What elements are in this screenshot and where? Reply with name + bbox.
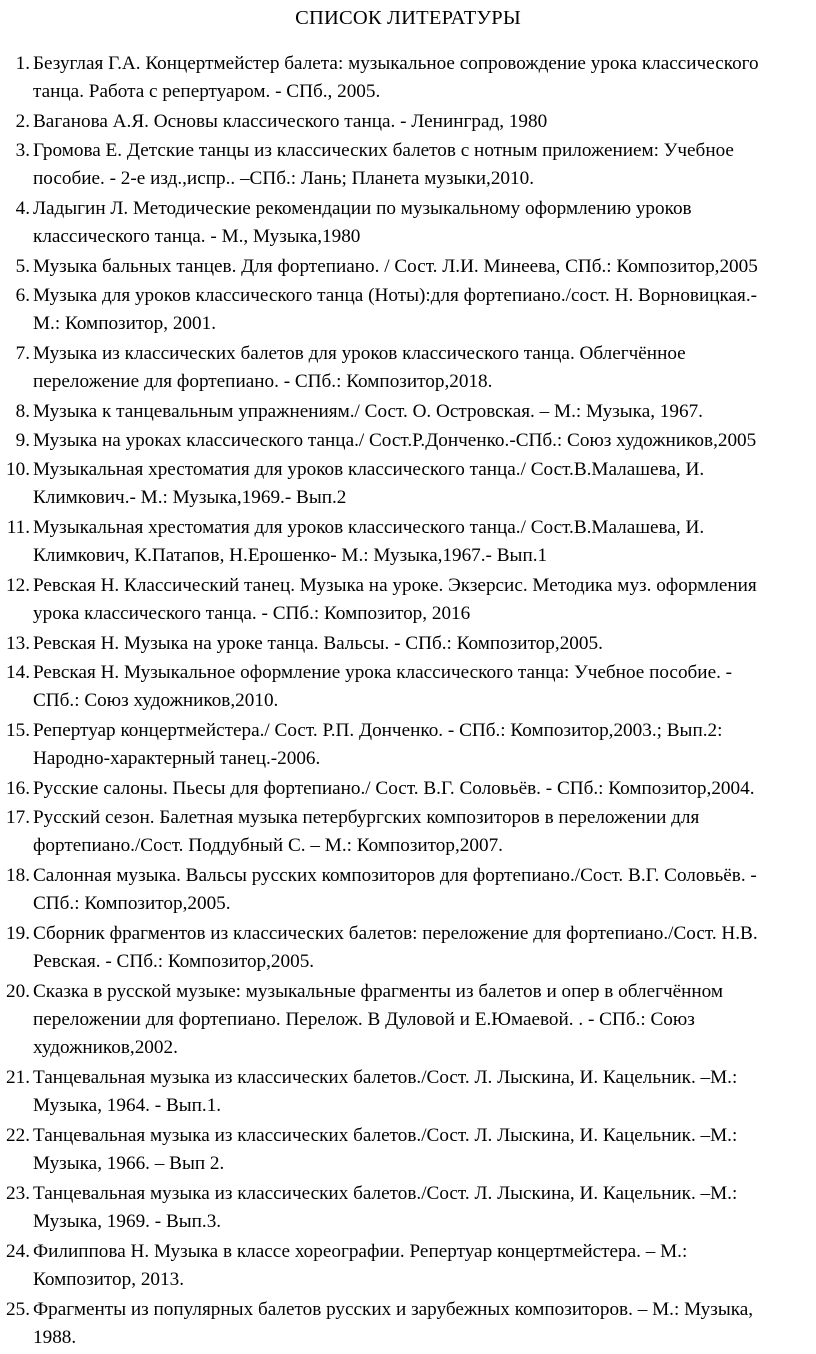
item-number: 17. [6, 807, 30, 828]
list-item [0, 572, 816, 630]
item-text-line: Музыка из классических балетов для уроков классического танца. Облегчённое [33, 343, 686, 364]
list-item [0, 137, 816, 195]
item-text-line: Ладыгин Л. Методические рекомендации по музыкальному оформлению уроков [33, 198, 692, 219]
item-text-line: М.: Композитор, 2001. [33, 313, 216, 334]
item-text-line: Ревская. - СПб.: Композитор,2005. [33, 951, 315, 972]
item-text-line: Музыка бальных танцев. Для фортепиано. / Сост. Л.И. Минеева, СПб.: Композитор,2005 [33, 256, 758, 277]
item-text-line: художников,2002. [33, 1037, 178, 1058]
item-number: 1. [15, 53, 30, 74]
item-text-line: Танцевальная музыка из классических балетов./Сост. Л. Лыскина, И. Кацельник. –М.: [33, 1183, 738, 1204]
item-text-line: Музыкальная хрестоматия для уроков классического танца./ Сост.В.Малашева, И. [33, 459, 705, 480]
item-text-line: Климкович.- М.: Музыка,1969.- Вып.2 [33, 487, 347, 508]
item-text-line: переложение для фортепиано. - СПб.: Композитор,2018. [33, 371, 493, 392]
item-number: 16. [6, 778, 30, 799]
list-item [0, 253, 816, 282]
item-text-line: Репертуар концертмейстера./ Сост. Р.П. Донченко. - СПб.: Композитор,2003.; Вып.2: [33, 720, 723, 741]
list-item [0, 804, 816, 862]
item-number: 5. [15, 256, 30, 277]
item-number: 18. [6, 865, 30, 886]
item-number: 12. [6, 575, 30, 596]
item-text-line: СПб.: Союз художников,2010. [33, 690, 279, 711]
list-item [0, 717, 816, 775]
item-text-line: Русские салоны. Пьесы для фортепиано./ Сост. В.Г. Соловьёв. - СПб.: Композитор,2004. [33, 778, 755, 799]
item-text-line: фортепиано./Сост. Поддубный С. – М.: Композитор,2007. [33, 835, 503, 856]
item-text-line: Музыка на уроках классического танца./ Сост.Р.Донченко.-СПб.: Союз художников,2005 [33, 430, 757, 451]
item-number: 19. [6, 923, 30, 944]
item-text-line: Сказка в русской музыке: музыкальные фрагменты из балетов и опер в облегчённом [33, 981, 724, 1002]
list-item [0, 1064, 816, 1122]
item-text-line: Танцевальная музыка из классических балетов./Сост. Л. Лыскина, И. Кацельник. –М.: [33, 1125, 738, 1146]
list-item [0, 340, 816, 398]
item-text-line: Композитор, 2013. [33, 1269, 185, 1290]
list-item [0, 1122, 816, 1180]
item-text-line: классического танца. - М., Музыка,1980 [33, 226, 361, 247]
list-item [0, 775, 816, 804]
item-number: 20. [6, 981, 30, 1002]
item-text-line: Сборник фрагментов из классических балетов: переложение для фортепиано./Сост. Н.В. [33, 923, 758, 944]
item-number: 21. [6, 1067, 30, 1088]
item-text-line: Танцевальная музыка из классических балетов./Сост. Л. Лыскина, И. Кацельник. –М.: [33, 1067, 738, 1088]
list-item [0, 456, 816, 514]
item-number: 6. [15, 285, 30, 306]
item-number: 23. [6, 1183, 30, 1204]
list-item [0, 282, 816, 340]
list-item [0, 50, 816, 108]
list-item [0, 659, 816, 717]
item-text-line: пособие. - 2-е изд.,испр.. –СПб.: Лань; Планета музыки,2010. [33, 168, 535, 189]
page-title: СПИСОК ЛИТЕРАТУРЫ [295, 7, 521, 29]
item-text-line: Музыка, 1966. – Вып 2. [33, 1153, 225, 1174]
list-item [0, 427, 816, 456]
list-item [0, 862, 816, 920]
item-text-line: танца. Работа с репертуаром. - СПб., 2005. [33, 81, 381, 102]
item-text-line: Ревская Н. Классический танец. Музыка на уроке. Экзерсис. Методика муз. оформления [33, 575, 757, 596]
item-number: 3. [15, 140, 30, 161]
list-item [0, 108, 816, 137]
item-text-line: Музыка, 1969. - Вып.3. [33, 1211, 222, 1232]
item-text-line: Народно-характерный танец.-2006. [33, 748, 321, 769]
item-number: 2. [15, 111, 30, 132]
item-text-line: Музыка к танцевальным упражнениям./ Сост. О. Островская. – М.: Музыка, 1967. [33, 401, 703, 422]
item-text-line: Музыка для уроков классического танца (Ноты):для фортепиано./сост. Н. Ворновицкая.- [33, 285, 758, 306]
item-text-line: Русский сезон. Балетная музыка петербургских композиторов в переложении для [33, 807, 700, 828]
item-number: 7. [15, 343, 30, 364]
item-number: 24. [6, 1241, 30, 1262]
item-text-line: Безуглая Г.А. Концертмейстер балета: музыкальное сопровождение урока классического [33, 53, 759, 74]
list-item [0, 1296, 816, 1354]
item-text-line: Музыка, 1964. - Вып.1. [33, 1095, 222, 1116]
item-text-line: Музыкальная хрестоматия для уроков классического танца./ Сост.В.Малашева, И. [33, 517, 705, 538]
list-item [0, 630, 816, 659]
list-item [0, 195, 816, 253]
item-number: 10. [6, 459, 30, 480]
item-number: 22. [6, 1125, 30, 1146]
list-item [0, 978, 816, 1064]
item-text-line: переложении для фортепиано. Перелож. В Дуловой и Е.Юмаевой. . - СПб.: Союз [33, 1009, 695, 1030]
item-text-line: СПб.: Композитор,2005. [33, 893, 231, 914]
item-number: 4. [15, 198, 30, 219]
item-text-line: 1988. [33, 1327, 77, 1348]
item-text-line: Фрагменты из популярных балетов русских и зарубежных композиторов. – М.: Музыка, [33, 1299, 754, 1320]
item-number: 25. [6, 1299, 30, 1320]
item-number: 13. [6, 633, 30, 654]
item-number: 8. [15, 401, 30, 422]
item-text-line: Громова Е. Детские танцы из классических балетов с нотным приложением: Учебное [33, 140, 734, 161]
item-number: 11. [6, 517, 30, 538]
item-text-line: Ревская Н. Музыка на уроке танца. Вальсы. - СПб.: Композитор,2005. [33, 633, 603, 654]
item-number: 14. [6, 662, 30, 683]
item-text-line: Ваганова А.Я. Основы классического танца. - Ленинград, 1980 [33, 111, 548, 132]
bibliography-list [0, 50, 816, 1354]
item-text-line: Салонная музыка. Вальсы русских композиторов для фортепиано./Сост. В.Г. Соловьёв. - [33, 865, 757, 886]
item-number: 15. [6, 720, 30, 741]
item-text-line: урока классического танца. - СПб.: Композитор, 2016 [33, 603, 471, 624]
item-number: 9. [15, 430, 30, 451]
item-text-line: Климкович, К.Патапов, Н.Ерошенко- М.: Музыка,1967.- Вып.1 [33, 545, 548, 566]
item-text-line: Филиппова Н. Музыка в классе хореографии. Репертуар концертмейстера. – М.: [33, 1241, 688, 1262]
list-item [0, 514, 816, 572]
list-item [0, 398, 816, 427]
item-text-line: Ревская Н. Музыкальное оформление урока классического танца: Учебное пособие. - [33, 662, 733, 683]
list-item [0, 1180, 816, 1238]
list-item [0, 920, 816, 978]
list-item [0, 1238, 816, 1296]
